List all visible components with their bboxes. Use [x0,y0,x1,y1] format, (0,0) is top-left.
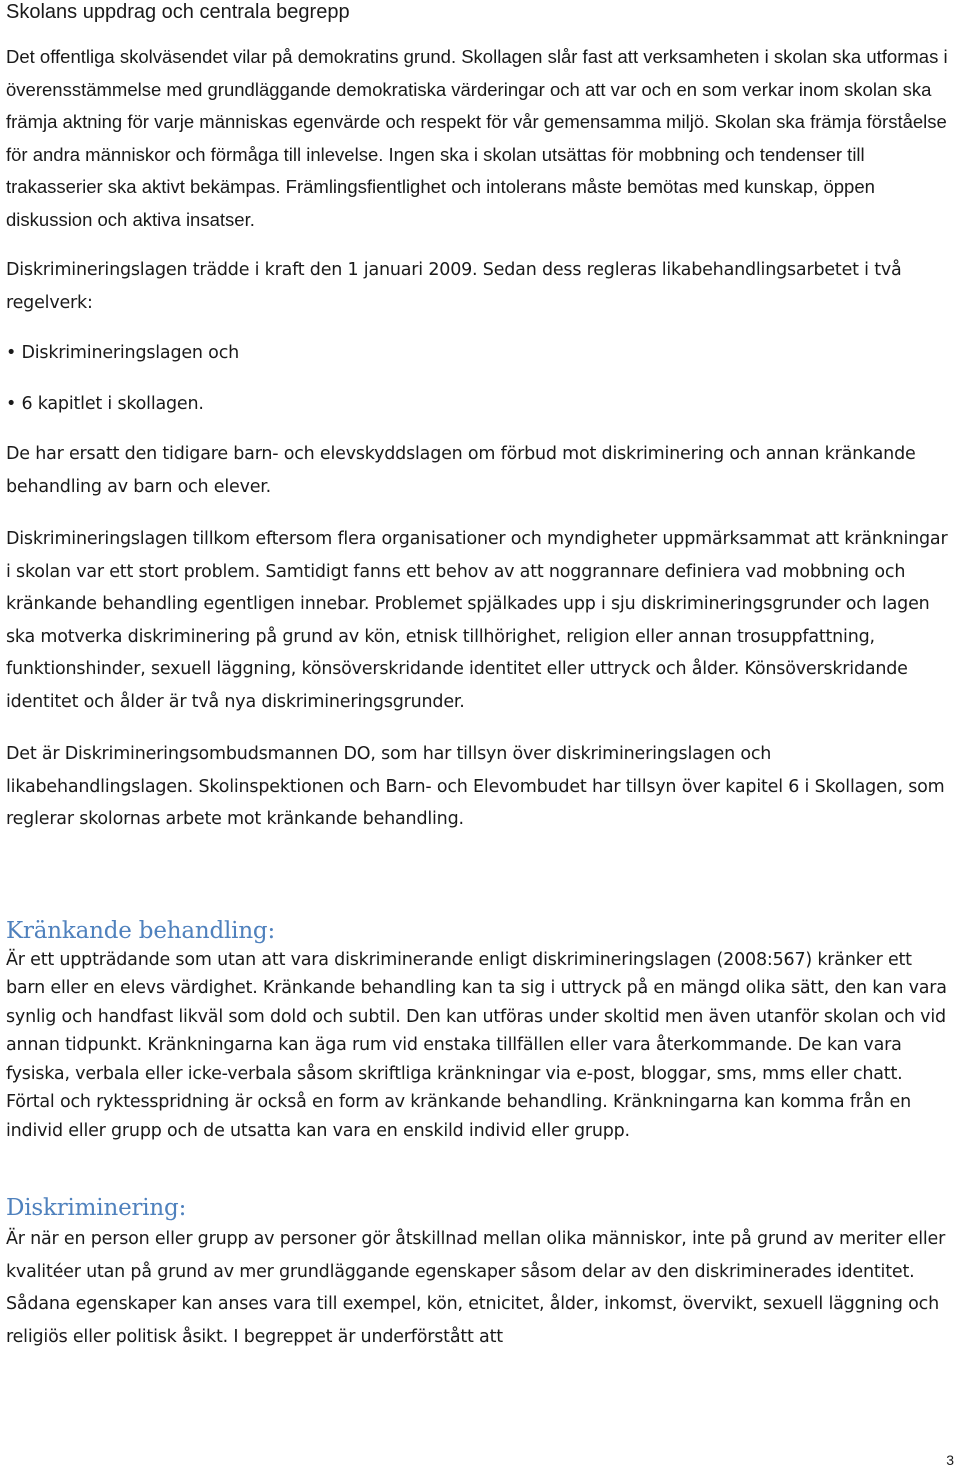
section-heading-krankande: Kränkande behandling: [6,917,276,944]
intro-paragraph: Det offentliga skolväsendet vilar på demokratins grund. Skollagen slår fast att verksamheten i skolan ska utformas i överensstämmelse med grundläggande demokratiska värderingar och att var och en som verkar inom skolan ska främja aktning för varje människas egenvärde och respekt för vår gemensamma miljö. Skolan ska främja förståelse för andra människor och förmåga till inlevelse. Ingen ska i skolan utsättas för mobbning och tendenser till trakasserier ska aktivt bekämpas. Främlingsfientlighet och intolerans måste bemötas med kunskap, öppen diskussion och aktiva insatser. [6,46,948,230]
bullet-item: • 6 kapitlet i skollagen. [6,393,204,414]
law-paragraph: Diskrimineringslagen trädde i kraft den 1 januari 2009. Sedan dess regleras likabehandlingsarbetet i två regelverk: [6,260,902,313]
document-page [6,0,950,1353]
body-text [6,236,950,1353]
page-number: 3 [946,1452,954,1468]
section-text-diskriminering: Är när en person eller grupp av personer gör åtskillnad mellan olika människor, inte på grund av meriter eller kvalitéer utan på grund av mer grundläggande egenskaper såsom delar av den diskriminerades identitet. Sådana egenskaper kan anses vara till exempel, kön, etnicitet, ålder, inkomst, övervikt, sexuell läggning och religiös eller politisk åsikt. I begreppet är underförstått att [6,1229,946,1347]
section-text-krankande: Är ett uppträdande som utan att vara diskriminerande enligt diskrimineringslagen (2008:567) kränker ett barn eller en elevs värdighet. Kränkande behandling kan ta sig i uttryck på en mängd olika sätt, den kan vara synlig och handfast likväl som dold och subtil. Den kan utföras under skoltid men även utanför skolan och vid annan tidpunkt. Kränkningarna kan äga rum vid enstaka tillfällen eller vara återkommande. De kan vara fysiska, verbala eller icke-verbala såsom skriftliga kränkningar via e-post, bloggar, sms, mms eller chatt. Förtal och ryktesspridning är också en form av kränkande behandling. Kränkningarna kan komma från en individ eller grupp och de utsatta kan vara en enskild individ eller grupp. [6,949,947,1141]
page-title: Skolans uppdrag och centrala begrepp [6,1,350,23]
supervision-paragraph: Det är Diskrimineringsombudsmannen DO, som har tillsyn över diskrimineringslagen och likabehandlingslagen. Skolinspektionen och Barn- och Elevombudet har tillsyn över kapitel 6 i Skollagen, som reglerar skolornas arbete mot kränkande behandling. [6,744,945,829]
origin-paragraph: Diskrimineringslagen tillkom eftersom flera organisationer och myndigheter uppmärksammat att kränkningar i skolan var ett stort problem. Samtidigt fanns ett behov av att noggrannare definiera vad mobbning och kränkande behandling egentligen innebar. Problemet spjälkades upp i sju diskrimineringsgrunder och lagen ska motverka diskriminering på grund av kön, etnisk tillhörighet, religion eller annan trosuppfattning, funktionshinder, sexuell läggning, könsöverskridande identitet eller uttryck och ålder. Könsöverskridande identitet och ålder är två nya diskrimineringsgrunder. [6,529,948,712]
bullet-item: • Diskrimineringslagen och [6,343,240,363]
section-heading-diskriminering: Diskriminering: [6,1195,187,1221]
replacement-paragraph: De har ersatt den tidigare barn- och elevskyddslagen om förbud mot diskriminering och annan kränkande behandling av barn och elever. [6,444,916,497]
